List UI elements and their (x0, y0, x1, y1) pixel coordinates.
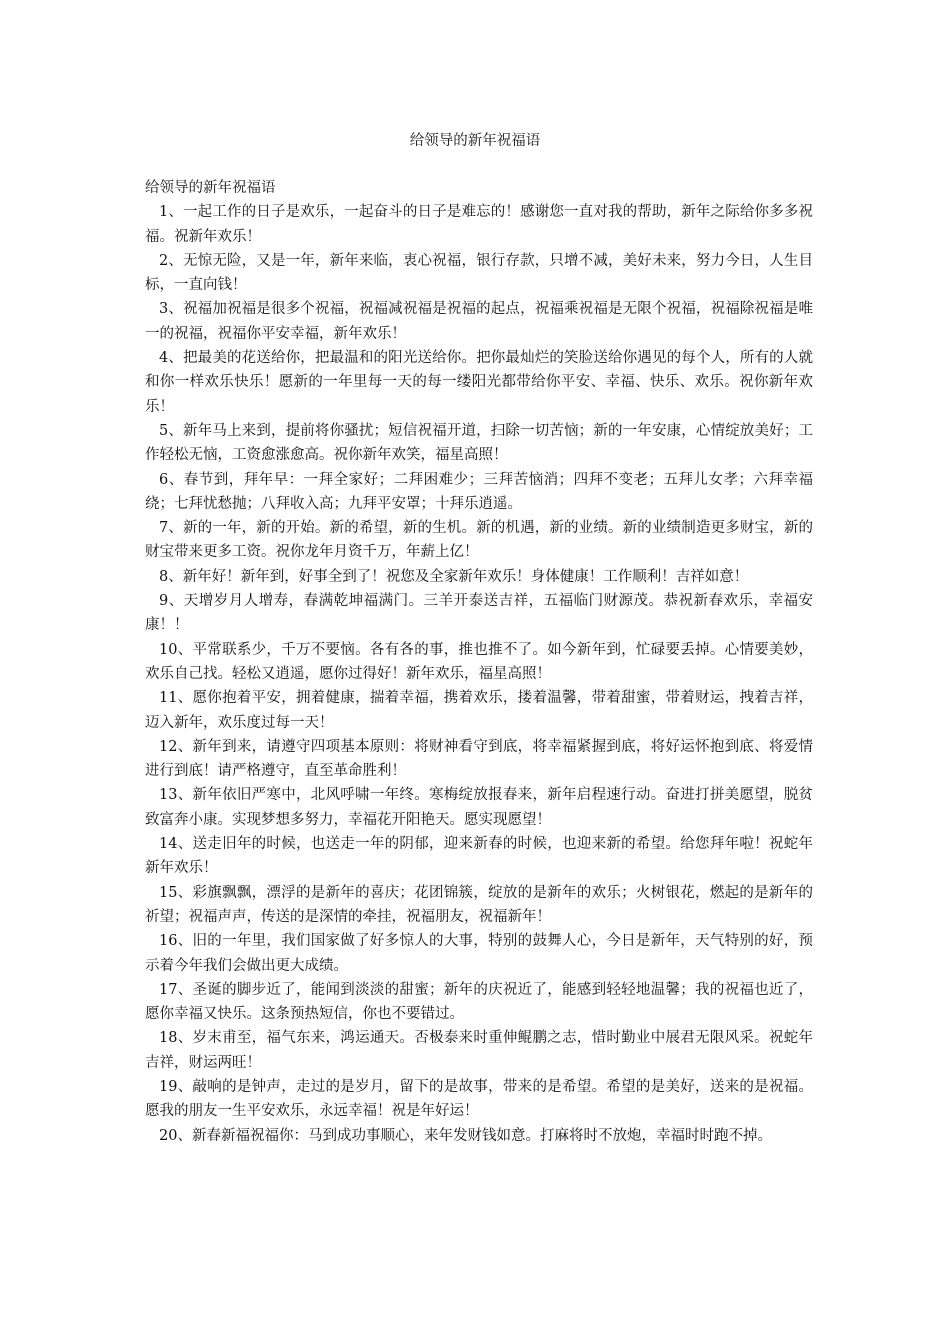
paragraph-item: 9、天增岁月人增寿，春满乾坤福满门。三羊开泰送吉祥，五福临门财源茂。恭祝新春欢乐，幸福安康！！ (145, 593, 813, 634)
paragraph-item: 19、敲响的是钟声，走过的是岁月，留下的是故事，带来的是希望。希望的是美好，送来的是祝福。愿我的朋友一生平安欢乐，永远幸福！祝是年好运！ (145, 1078, 813, 1120)
paragraph-item: 7、新的一年，新的开始。新的希望，新的生机。新的机遇，新的业绩。新的业绩制造更多财宝，新的财宝带来更多工资。祝你龙年月资千万，年薪上亿！ (145, 520, 813, 561)
paragraph-item: 16、旧的一年里，我们国家做了好多惊人的大事，特别的鼓舞人心，今日是新年，天气特别的好，预示着今年我们会做出更大成绩。 (145, 933, 813, 974)
paragraph-item: 15、彩旗飘飘，漂浮的是新年的喜庆；花团锦簇，绽放的是新年的欢乐；火树银花，燃起的是新年的祈望；祝福声声，传送的是深情的牵挂，祝福朋友，祝福新年！ (145, 884, 813, 925)
paragraph-item: 5、新年马上来到，提前将你骚扰；短信祝福开道，扫除一切苦恼；新的一年安康，心情绽放美好；工作轻松无恼，工资愈涨愈高。祝你新年欢笑，福星高照！ (145, 422, 813, 464)
paragraph-item: 12、新年到来，请遵守四项基本原则：将财神看守到底，将幸福紧握到底，将好运怀抱到底、将爱情进行到底！请严格遵守，直至革命胜利！ (145, 738, 813, 780)
document-body (145, 176, 813, 1148)
paragraph-item: 3、祝福加祝福是很多个祝福，祝福减祝福是祝福的起点，祝福乘祝福是无限个祝福，祝福除祝福是唯一的祝福，祝福你平安幸福，新年欢乐！ (145, 301, 813, 342)
document-title: 给领导的新年祝福语 (409, 133, 541, 149)
paragraph-item: 14、送走旧年的时候，也送走一年的阴郁，迎来新春的时候，也迎来新的希望。给您拜年啦！祝蛇年新年欢乐！ (145, 836, 813, 877)
paragraph-item: 18、岁末甫至，福气东来，鸿运通天。否极泰来时重伸鲲鹏之志，惜时勤业中展君无限风采。祝蛇年吉祥，财运两旺！ (145, 1030, 813, 1071)
paragraph-item: 10、平常联系少，千万不要恼。各有各的事，推也推不了。如今新年到，忙碌要丢掉。心情要美妙，欢乐自己找。轻松又逍遥，愿你过得好！新年欢乐，福星高照！ (145, 641, 813, 682)
paragraph-item: 13、新年依旧严寒中，北风呼啸一年终。寒梅绽放报春来，新年启程速行动。奋进打拼美愿望，脱贫致富奔小康。实现梦想多努力，幸福花开阳艳天。愿实现愿望！ (145, 787, 813, 828)
paragraph-item: 11、愿你抱着平安，拥着健康，揣着幸福，携着欢乐，搂着温馨，带着甜蜜，带着财运，拽着吉祥，迈入新年，欢乐度过每一天！ (145, 690, 813, 731)
paragraph-item: 20、新春新福祝福你：马到成功事顺心，来年发财钱如意。打麻将时不放炮，幸福时时跑不掉。 (159, 1127, 772, 1144)
paragraph-item: 8、新年好！新年到，好事全到了！祝您及全家新年欢乐！身体健康！工作顺利！吉祥如意！ (159, 568, 749, 585)
paragraph-item: 17、圣诞的脚步近了，能闻到淡淡的甜蜜；新年的庆祝近了，能感到轻轻地温馨；我的祝福也近了，愿你幸福又快乐。这条预热短信，你也不要错过。 (145, 981, 813, 1023)
paragraph-list (145, 200, 813, 1148)
paragraph-item: 4、把最美的花送给你，把最温和的阳光送给你。把你最灿烂的笑脸送给你遇见的每个人，所有的人就和你一样欢乐快乐！愿新的一年里每一天的每一缕阳光都带给你平安、幸福、快乐、欢乐。祝你新年欢乐！ (145, 350, 813, 415)
paragraph-item: 1、一起工作的日子是欢乐，一起奋斗的日子是难忘的！感谢您一直对我的帮助，新年之际给你多多祝福。祝新年欢乐！ (145, 204, 813, 245)
document-subtitle: 给领导的新年祝福语 (145, 180, 276, 196)
paragraph-item: 2、无惊无险，又是一年，新年来临，衷心祝福，银行存款，只增不减，美好未来，努力今日，人生目标，一直向钱！ (145, 252, 813, 294)
paragraph-item: 6、春节到，拜年早：一拜全家好；二拜困难少；三拜苦恼消；四拜不变老；五拜儿女孝；六拜幸福绕；七拜忧愁抛；八拜收入高；九拜平安罩；十拜乐逍遥。 (145, 471, 813, 512)
